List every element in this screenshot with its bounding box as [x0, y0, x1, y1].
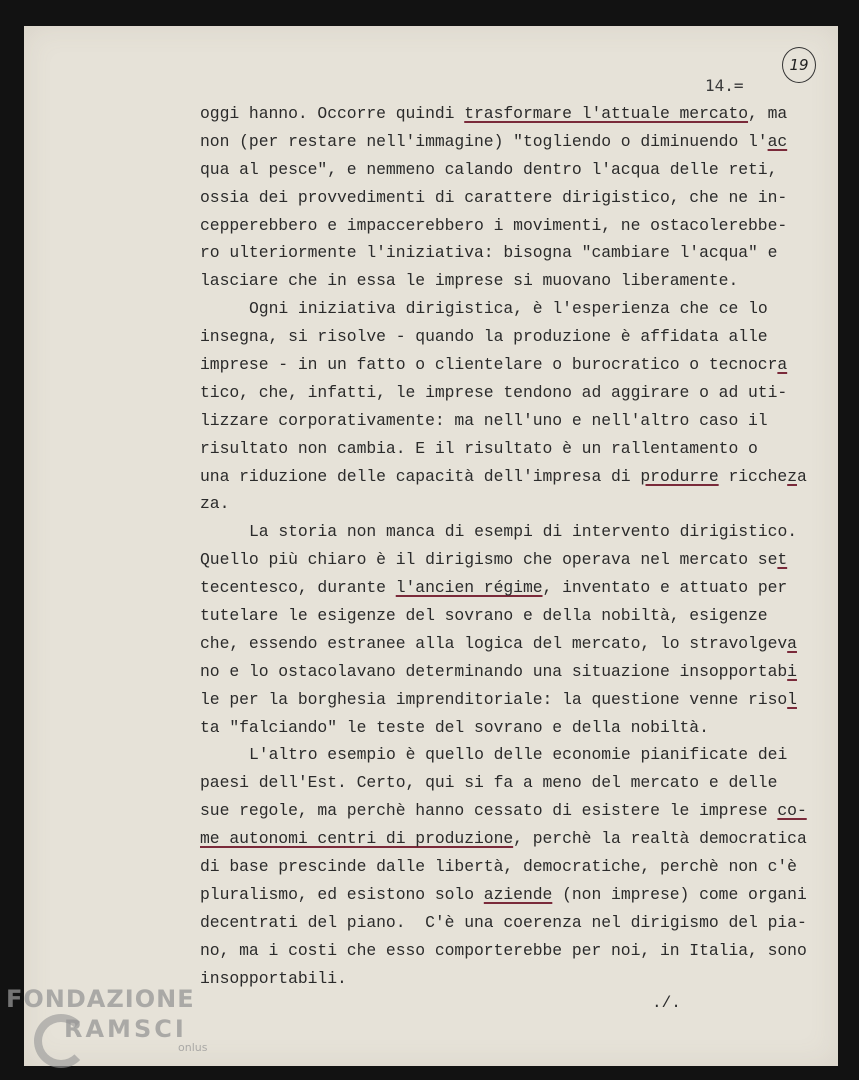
- underlined-text: z: [787, 466, 797, 486]
- text-line: [200, 714, 810, 742]
- watermark-line3: onlus: [178, 1041, 208, 1054]
- text-segment: pluralismo, ed esistono solo: [200, 884, 484, 904]
- underlined-text: t: [777, 550, 788, 570]
- text-segment: di base prescinde dalle libertà, democratiche, perchè non c'è: [200, 857, 797, 877]
- typed-body-text: [200, 100, 810, 993]
- text-segment: non (per restare nell'immagine) "togliendo o diminuendo l': [200, 131, 768, 151]
- underlined-text: ac: [767, 131, 788, 151]
- text-line: [200, 267, 810, 295]
- text-line: [200, 965, 810, 993]
- watermark-logo: [6, 985, 207, 1054]
- text-segment: L'altro esempio è quello delle economie pianificate dei: [249, 745, 788, 765]
- text-segment: Quello più chiaro è il dirigismo che operava nel mercato se: [200, 550, 778, 570]
- watermark-line2: RAMSCI: [64, 1015, 187, 1043]
- text-segment: tico, che, infatti, le imprese tendono ad aggirare o ad uti-: [200, 382, 788, 402]
- text-line: [200, 295, 810, 323]
- text-segment: sue regole, ma perchè hanno cessato di esistere le imprese: [200, 801, 778, 821]
- text-segment: lizzare corporativamente: ma nell'uno e nell'altro caso il: [200, 410, 768, 430]
- underlined-text: co-: [777, 801, 807, 821]
- text-line: [200, 212, 810, 240]
- text-segment: no, ma i costi che esso comporterebbe per noi, in Italia, sono: [200, 940, 807, 960]
- text-line: [200, 351, 810, 379]
- text-line: [200, 435, 810, 463]
- archive-stamp: [782, 47, 816, 83]
- text-line: [200, 937, 810, 965]
- text-line: [200, 156, 810, 184]
- text-segment: ta "falciando" le teste del sovrano e della nobiltà.: [200, 717, 709, 737]
- stamp-number: 19: [789, 56, 809, 74]
- underlined-text: a: [787, 633, 797, 653]
- text-segment: risultato non cambia. E il risultato è un rallentamento o: [200, 438, 758, 458]
- text-line: [200, 686, 810, 714]
- underlined-text: l'ancien régime: [395, 578, 543, 598]
- text-segment: lasciare che in essa le imprese si muovano liberamente.: [200, 271, 739, 291]
- text-segment: insegna, si risolve - quando la produzione è affidata alle: [200, 327, 768, 347]
- text-line: [200, 797, 810, 825]
- text-line: [200, 184, 810, 212]
- underlined-text: i: [787, 661, 797, 681]
- underlined-text: aziende: [483, 884, 553, 904]
- text-segment: za.: [200, 494, 230, 514]
- text-segment: ricche: [718, 466, 788, 486]
- text-segment: , perchè la realtà democratica: [513, 829, 807, 849]
- text-segment: , ma: [748, 104, 788, 123]
- underlined-text: me autonomi centri di produzione: [200, 829, 514, 849]
- text-line: [200, 128, 810, 156]
- underlined-text: a: [777, 355, 788, 375]
- text-segment: Ogni iniziativa dirigistica, è l'esperienza che ce lo: [249, 299, 768, 319]
- underlined-text: produrre: [640, 466, 719, 486]
- text-segment: che, essendo estranee alla logica del mercato, lo stravolgev: [200, 633, 788, 653]
- text-line: [200, 602, 810, 630]
- text-segment: La storia non manca di esempi di intervento dirigistico.: [249, 522, 798, 542]
- page-number: 14.=: [705, 76, 744, 95]
- text-line: [200, 769, 810, 797]
- text-segment: ossia dei provvedimenti di carattere dirigistico, che ne in-: [200, 187, 788, 207]
- text-line: [200, 407, 810, 435]
- text-segment: a: [796, 466, 807, 486]
- text-segment: imprese - in un fatto o clientelare o burocratico o tecnocr: [200, 355, 778, 375]
- text-segment: paesi dell'Est. Certo, qui si fa a meno del mercato e delle: [200, 773, 778, 793]
- text-line: [200, 100, 810, 128]
- text-segment: una riduzione delle capacità dell'impresa di: [200, 466, 641, 486]
- text-segment: qua al pesce", e nemmeno calando dentro l'acqua delle reti,: [200, 159, 778, 179]
- text-line: [200, 909, 810, 937]
- text-line: [200, 741, 810, 769]
- text-line: [200, 239, 810, 267]
- text-segment: ro ulteriormente l'iniziativa: bisogna "cambiare l'acqua" e: [200, 243, 778, 263]
- text-line: [200, 518, 810, 546]
- text-segment: tutelare le esigenze del sovrano e della nobiltà, esigenze: [200, 606, 768, 626]
- text-segment: tecentesco, durante: [200, 578, 396, 598]
- text-segment: cepperebbero e impaccerebbero i movimenti, ne ostacolerebbe-: [200, 215, 788, 235]
- text-line: [200, 825, 810, 853]
- text-line: [200, 630, 810, 658]
- watermark-line1: FONDAZIONE: [6, 985, 195, 1013]
- text-line: [200, 658, 810, 686]
- text-line: [200, 463, 810, 491]
- text-line: [200, 490, 810, 518]
- text-line: [200, 546, 810, 574]
- text-segment: decentrati del piano. C'è una coerenza nel dirigismo del pia-: [200, 912, 807, 932]
- underlined-text: trasformare l'attuale mercato: [464, 104, 749, 123]
- text-segment: no e lo ostacolavano determinando una situazione insopportab: [200, 661, 788, 681]
- text-segment: oggi hanno. Occorre quindi: [200, 104, 465, 123]
- text-line: [200, 379, 810, 407]
- text-segment: le per la borghesia imprenditoriale: la questione venne riso: [200, 689, 788, 709]
- text-line: [200, 323, 810, 351]
- text-line: [200, 574, 810, 602]
- text-segment: (non imprese) come organi: [552, 884, 807, 904]
- text-line: [200, 853, 810, 881]
- text-segment: insopportabili.: [200, 968, 347, 988]
- underlined-text: l: [787, 689, 797, 709]
- continuation-mark: ./.: [652, 994, 681, 1012]
- text-line: [200, 881, 810, 909]
- text-segment: , inventato e attuato per: [542, 578, 788, 598]
